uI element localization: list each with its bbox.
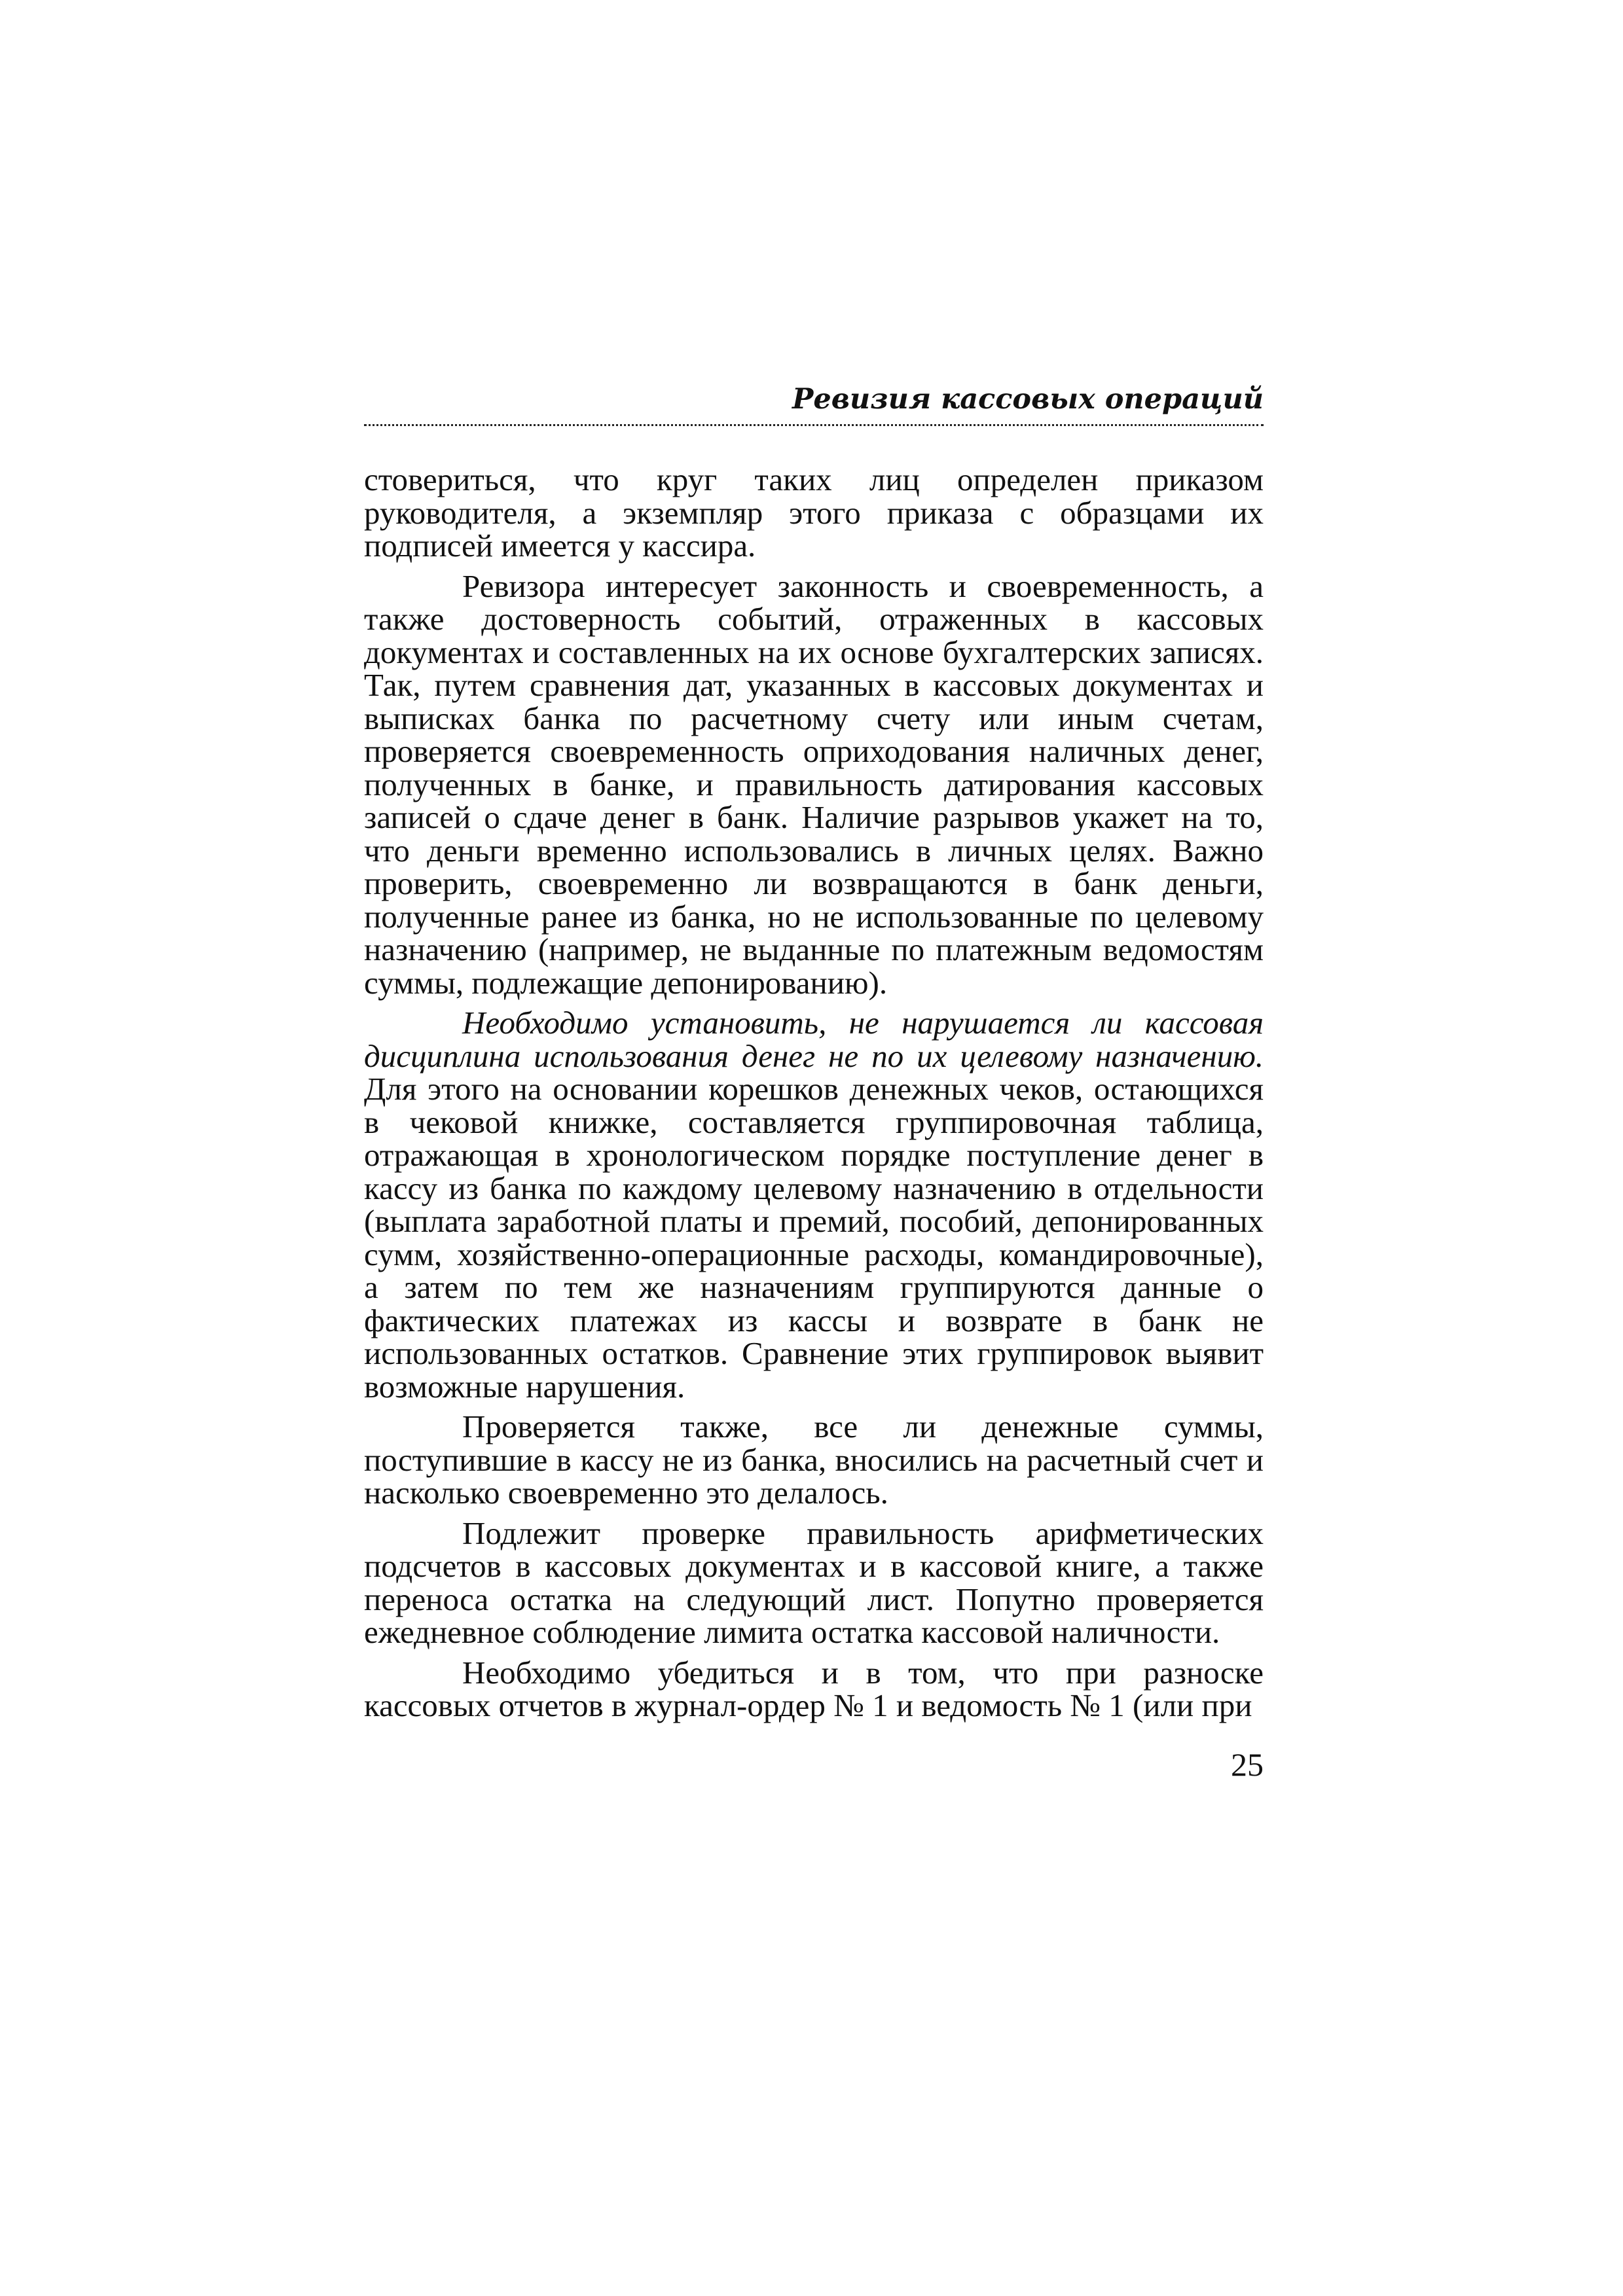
paragraph-auditor-interest: Ревизора интересует законность и своевременность, а также достоверность событий, отраженных в кассовых документах и составленных на их основе бухгалтерских записях. Так, путем сравнения дат, указанных в кассовых документах и выписках банка по расчетному счету или иным счетам, проверяется своевременность оприходования наличных денег, полученных в банке, и правильность датирования кассовых записей о сдаче денег в банк. Наличие разрывов укажет на то, что деньги временно использовались в личных целях. Важно проверить, своевременно ли возвращаются в банк деньги, полученные ранее из банка, но не использованные по целевому назначению (например, не выданные по платежным ведомостям суммы, подлежащие депонированию). bbox=[364, 567, 1264, 1001]
paragraph-continuation: стовериться, что круг таких лиц определен приказом руководителя, а экземпляр этого приказа с образцами их подписей имеется у кассира. bbox=[364, 461, 1264, 564]
paragraph-cash-discipline bbox=[364, 1007, 1264, 1403]
running-header: Ревизия кассовых операций bbox=[792, 383, 1264, 416]
paragraph-cash-discipline-text: Для этого на основании корешков денежных чеков, остающихся в чековой книжке, составляется группировочная таблица, отражающая в хронологическом порядке поступление денег в кассу из банка по каждому целевому назначению в отдельности (выплата заработной платы и премий, пособий, депонированных сумм, хозяйственно-операционные расходы, командировочные), а затем по тем же назначениям группируются данные о фактических платежах из кассы и возврате в банк не использованных остатков. Сравнение этих группировок выявит возможные нарушения. bbox=[364, 1071, 1264, 1405]
paragraph-non-bank-receipts: Проверяется также, все ли денежные суммы, поступившие в кассу не из банка, вносились на расчетный счет и насколько своевременно это делалось. bbox=[364, 1408, 1264, 1511]
paragraph-arithmetic-check: Подлежит проверке правильность арифметических подсчетов в кассовых документах и в кассовой книге, а также переноса остатка на следующий лист. Попутно проверяется ежедневное соблюдение лимита остатка кассовой наличности. bbox=[364, 1515, 1264, 1650]
emphasis-text: Необходимо установить, не нарушается ли кассовая дисциплина использования денег не по их целевому назначению. bbox=[364, 1005, 1264, 1074]
header-dotted-rule bbox=[364, 424, 1264, 426]
main-text bbox=[364, 463, 1264, 1730]
paragraph-journal-order: Необходимо убедиться и в том, что при разноске кассовых отчетов в журнал-ордер № 1 и ведомость № 1 (или при bbox=[364, 1654, 1264, 1723]
page-number: 25 bbox=[1231, 1746, 1264, 1783]
